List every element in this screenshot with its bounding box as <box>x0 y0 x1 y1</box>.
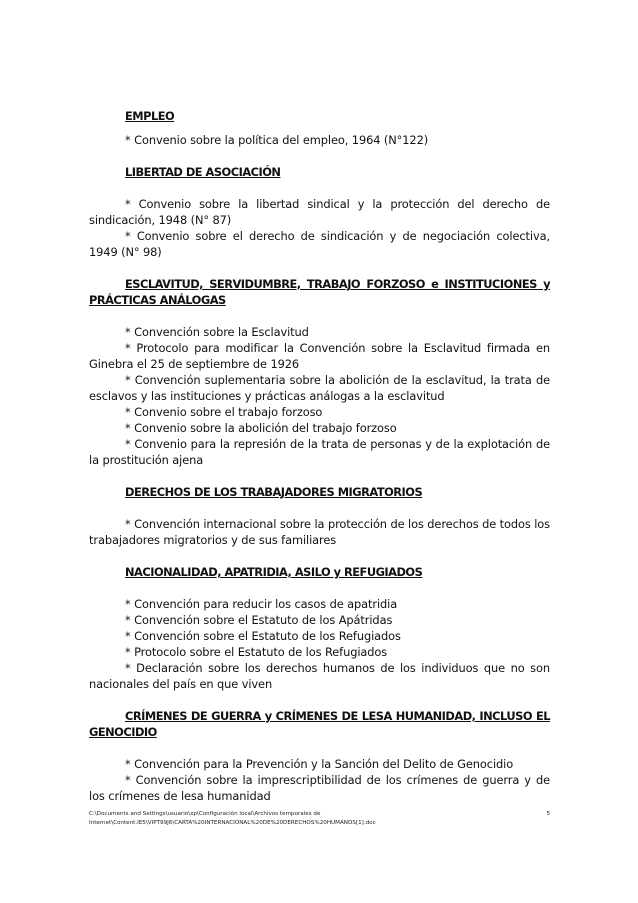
section-heading: NACIONALIDAD, APATRIDIA, ASILO y REFUGIADOS <box>125 565 423 579</box>
section-heading: CRÍMENES DE GUERRA y CRÍMENES DE LESA HUMANIDAD, INCLUSO EL GENOCIDIO <box>89 709 550 739</box>
list-item: * Convenio sobre la libertad sindical y la protección del derecho de sindicación, 1948 (N° 87) <box>89 197 550 227</box>
section-heading: EMPLEO <box>125 109 175 123</box>
list-item: * Protocolo para modificar la Convención sobre la Esclavitud firmada en Ginebra el 25 de septiembre de 1926 <box>89 341 550 371</box>
document-body <box>89 108 550 804</box>
list-item: * Convención para reducir los casos de apatridia <box>125 597 398 611</box>
list-item: * Convenio sobre el derecho de sindicación y de negociación colectiva, 1949 (N° 98) <box>89 229 550 259</box>
section-heading: LIBERTAD DE ASOCIACIÓN <box>125 165 281 179</box>
section-trabajadores-migratorios <box>89 484 550 548</box>
footer-file-path: C:\Documents and Settings\usuario\xp\Configuración local\Archivos temporales de Internet\Content.IE5\VIPT99J6\CARTA%20INTERNACIONAL%20DE%20DERECHOS%20HUMANOS[1].doc <box>89 811 376 826</box>
section-esclavitud <box>89 276 550 468</box>
section-heading: DERECHOS DE LOS TRABAJADORES MIGRATORIOS <box>125 485 423 499</box>
list-item: * Convención suplementaria sobre la abolición de la esclavitud, la trata de esclavos y las instituciones y prácticas análogas a la esclavitud <box>89 373 550 403</box>
section-heading: ESCLAVITUD, SERVIDUMBRE, TRABAJO FORZOSO e INSTITUCIONES y PRÁCTICAS ANÁLOGAS <box>89 277 550 307</box>
section-nacionalidad <box>89 564 550 692</box>
list-item: * Convención sobre la Esclavitud <box>125 325 309 339</box>
list-item: * Convenio sobre el trabajo forzoso <box>125 405 323 419</box>
list-item: * Declaración sobre los derechos humanos de los individuos que no son nacionales del país en que viven <box>89 661 550 691</box>
list-item: * Convención sobre el Estatuto de los Refugiados <box>125 629 401 643</box>
section-crimenes-guerra <box>89 708 550 804</box>
page-footer <box>89 810 550 828</box>
list-item: * Convenio sobre la abolición del trabajo forzoso <box>125 421 397 435</box>
list-item: * Convenio sobre la política del empleo, 1964 (N°122) <box>125 133 429 147</box>
list-item: * Convención para la Prevención y la Sanción del Delito de Genocidio <box>125 757 514 771</box>
section-libertad-asociacion <box>89 164 550 260</box>
list-item: * Convención sobre la imprescriptibilidad de los crímenes de guerra y de los crímenes de lesa humanidad <box>89 773 550 803</box>
list-item: * Convención internacional sobre la protección de los derechos de todos los trabajadores migratorios y de sus familiares <box>89 517 550 547</box>
section-empleo <box>89 108 550 148</box>
list-item: * Convención sobre el Estatuto de los Apátridas <box>125 613 393 627</box>
page-number: 5 <box>546 811 550 817</box>
list-item: * Convenio para la represión de la trata de personas y de la explotación de la prostitución ajena <box>89 437 550 467</box>
list-item: * Protocolo sobre el Estatuto de los Refugiados <box>125 645 388 659</box>
